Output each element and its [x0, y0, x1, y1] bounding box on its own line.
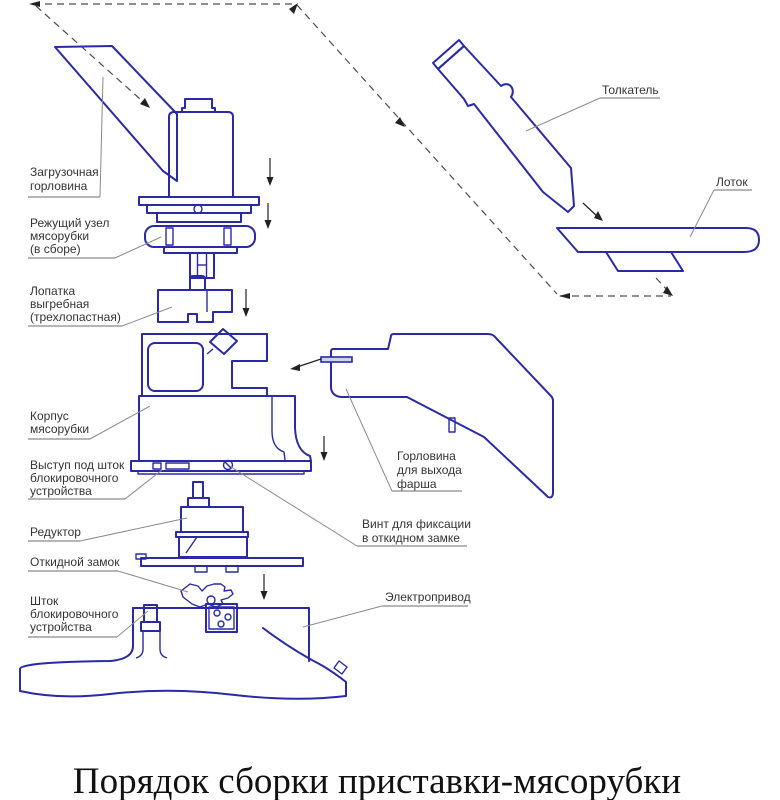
svg-text:выгребная: выгребная [30, 297, 90, 311]
part-loading-funnel [55, 46, 177, 181]
label-grinder-body [28, 406, 150, 439]
svg-text:фарша: фарша [397, 477, 437, 491]
label-pusher [526, 83, 660, 131]
svg-text:мясорубки: мясорубки [30, 229, 90, 243]
part-tray [557, 228, 759, 271]
label-cutting-unit [28, 216, 161, 258]
svg-text:Лопатка: Лопатка [30, 284, 76, 298]
callouts [28, 77, 752, 637]
svg-text:блокировочного: блокировочного [30, 607, 119, 621]
dashed-assembly-path [29, 1, 673, 299]
part-grinder-body [131, 329, 311, 474]
svg-text:Винт для фиксации: Винт для фиксации [362, 517, 471, 531]
outlet-pipe-stub [321, 357, 352, 362]
svg-text:блокировочного: блокировочного [30, 471, 119, 485]
svg-text:устройства: устройства [30, 484, 92, 498]
svg-text:Электропривод: Электропривод [385, 590, 471, 604]
label-locking-rod [28, 594, 148, 637]
part-grinder-head [139, 99, 259, 278]
svg-text:мясорубки: мясорубки [30, 422, 90, 436]
svg-text:Загрузочная: Загрузочная [30, 165, 99, 179]
svg-text:Выступ под шток: Выступ под шток [30, 458, 125, 472]
label-mince-outlet [346, 389, 462, 491]
svg-text:для выхода: для выхода [397, 463, 462, 477]
svg-text:Горловина: Горловина [397, 449, 456, 463]
svg-text:Корпус: Корпус [30, 409, 69, 423]
svg-text:горловина: горловина [30, 179, 88, 193]
svg-text:в откидном замке: в откидном замке [362, 531, 460, 545]
label-rod-ledge [28, 458, 162, 499]
label-flip-lock [28, 555, 188, 592]
label-electric-drive [303, 590, 471, 627]
svg-text:Режущий узел: Режущий узел [30, 216, 110, 230]
svg-text:Редуктор: Редуктор [30, 525, 81, 539]
part-scraper-blade [158, 276, 232, 322]
svg-text:устройства: устройства [30, 620, 92, 634]
diagram-title: Порядок сборки приставки-мясорубки [72, 761, 682, 800]
part-pusher [433, 40, 574, 212]
svg-text:(в сборе): (в сборе) [30, 242, 81, 256]
svg-text:Откидной замок: Откидной замок [30, 555, 120, 569]
svg-text:Толкатель: Толкатель [602, 83, 659, 97]
label-gearbox [28, 518, 187, 541]
svg-text:(трехлопастная): (трехлопастная) [30, 310, 121, 324]
label-loading-throat [28, 77, 103, 197]
svg-text:Шток: Шток [30, 594, 59, 608]
part-gearbox [136, 482, 303, 572]
svg-text:Лоток: Лоток [716, 175, 748, 189]
label-scraper-blade [28, 284, 172, 326]
